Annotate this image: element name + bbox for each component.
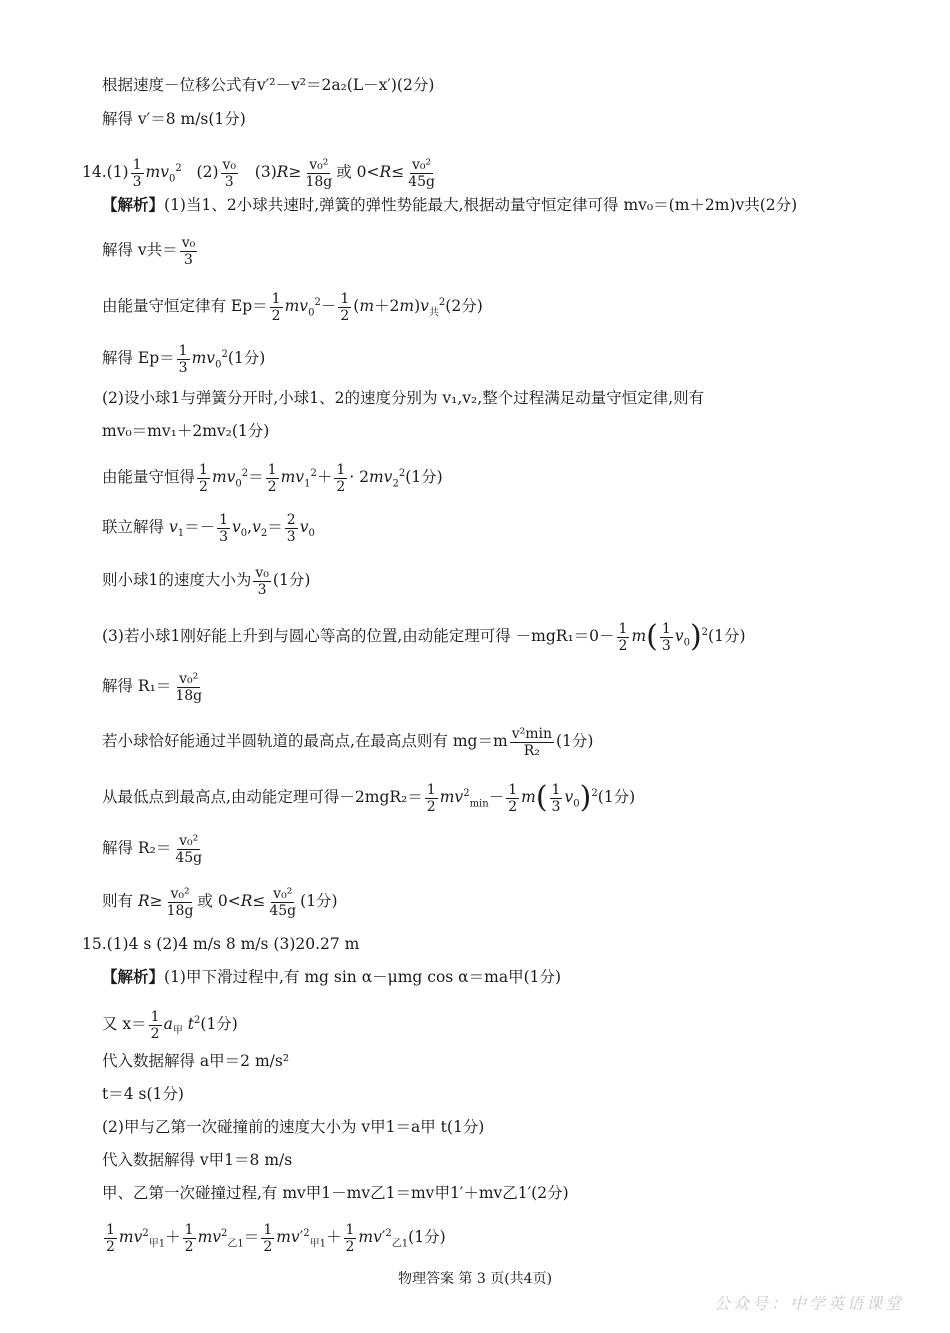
line-solve-v-prime: 解得 v′＝8 m/s(1分) [102, 110, 246, 128]
q14-work-energy: 从最低点到最高点,由动能定理可得－2mgR₂＝ $\frac{1}{2}$ $mv^2_{min}-$ $\frac{1}{2}$ m( $\frac{1}{3}$ $v_0)^2(1$分) [102, 780, 636, 816]
q14-solve-v1-v2: 联立解得 $v_1=-$ $\frac{1}{3}$ $v_0,v_2=$ $\frac{2}{3}$ $v_0$ [102, 511, 315, 545]
watermark: 公众号：中学英语课堂 [714, 1294, 905, 1313]
q15-collision-energy: $\frac{1}{2}$ $mv^2_{甲1}+$ $\frac{1}{2}$ $mv^2_{乙1}=$ $\frac{1}{2}$ $mv'^2_{甲1}+$ $\frac{1}{2}$ $mv'^2_{乙1}(1$分) [106, 1221, 446, 1255]
q14-part3-eq1: (3)若小球1刚好能上升到与圆心等高的位置,由动能定理可得 －mgR₁＝0－ $\frac{1}{2}$ m( $\frac{1}{3}$ $v_0)^2(1$分) [102, 619, 746, 655]
q15-solve-t: t＝4 s(1分) [102, 1085, 184, 1103]
q14-conclusion: 则有 R≥ $\frac{\text{v₀²}}{18g}$ 或 0<R≤ $\frac{\text{v₀²}}{45g}$ (1分) [102, 885, 338, 919]
q14-analysis-1: 【解析】(1)当1、2小球共速时,弹簧的弹性势能最大,根据动量守恒定律可得 mv₀＝(m＋2m)v共(2分) [102, 195, 798, 214]
q15-solve-a: 代入数据解得 a甲＝2 m/s² [102, 1052, 290, 1070]
q15-analysis-1: 【解析】(1)甲下滑过程中,有 mg sin α－μmg cos α＝ma甲(1分) [102, 967, 562, 986]
q14-energy-conservation: 由能量守恒定律有 Ep＝ $\frac{1}{2}$ $mv_0^2-$ $\frac{1}{2}$ $(m+2m)v_共^2(2$分) [102, 290, 483, 324]
q15-kinematics: 又 x＝ $\frac{1}{2}$ $a_甲$ $t^2(1$分) [102, 1008, 238, 1042]
line-velocity-formula: 根据速度－位移公式有v′²－v²＝2a₂(L－x′)(2分) [102, 76, 435, 94]
q14-solve-vshared: 解得 v共＝ $\frac{\text{v₀}}{3}$ [102, 234, 196, 268]
q15-answers: 15.(1)4 s (2)4 m/s 8 m/s (3)20.27 m [82, 935, 360, 953]
q15-collision-momentum: 甲、乙第一次碰撞过程,有 mv甲1－mv乙1＝mv甲1′＋mv乙1′(2分) [102, 1184, 569, 1202]
q14-solve-ep: 解得 Ep＝ $\frac{1}{3}$ $mv_0^2(1$分) [102, 342, 266, 376]
q14-momentum: mv₀＝mv₁＋2mv₂(1分) [102, 422, 270, 440]
q14-energy-2: 由能量守恒得 $\frac{1}{2}$ $mv_0^2=$ $\frac{1}{2}$ $mv_1^2+$ $\frac{1}{2}$ · $2mv_2^2(1$分) [102, 461, 443, 495]
q15-part2-intro: (2)甲与乙第一次碰撞前的速度大小为 v甲1＝a甲 t(1分) [102, 1118, 485, 1136]
q14-v1-magnitude: 则小球1的速度大小为 $\frac{\text{v₀}}{3}$ (1分) [102, 564, 311, 598]
q14-part2-intro: (2)设小球1与弹簧分开时,小球1、2的速度分别为 v₁,v₂,整个过程满足动量守恒定律,则有 [102, 389, 705, 407]
page-footer: 物理答案 第 3 页(共4页) [397, 1271, 553, 1287]
q14-top-condition: 若小球恰好能通过半圆轨道的最高点,在最高点则有 mg＝m v²min R₂ (1分) [102, 725, 594, 759]
q14-answers: 14.(1) $\frac{1}{3}$ $mv_0^2$ (2) $\frac{\text{v₀}}{3}$ (3)R≥ $\frac{\text{v₀²}}{18g}$ 或 0<R≤ $\frac{\text{v₀²}}{45g}$ [82, 156, 435, 190]
q14-solve-r1: 解得 R₁＝ $\frac{\text{v₀²}}{18g}$ [102, 670, 203, 704]
q14-solve-r2: 解得 R₂＝ $\frac{\text{v₀²}}{45g}$ [102, 832, 203, 866]
q15-solve-v: 代入数据解得 v甲1＝8 m/s [102, 1151, 293, 1169]
